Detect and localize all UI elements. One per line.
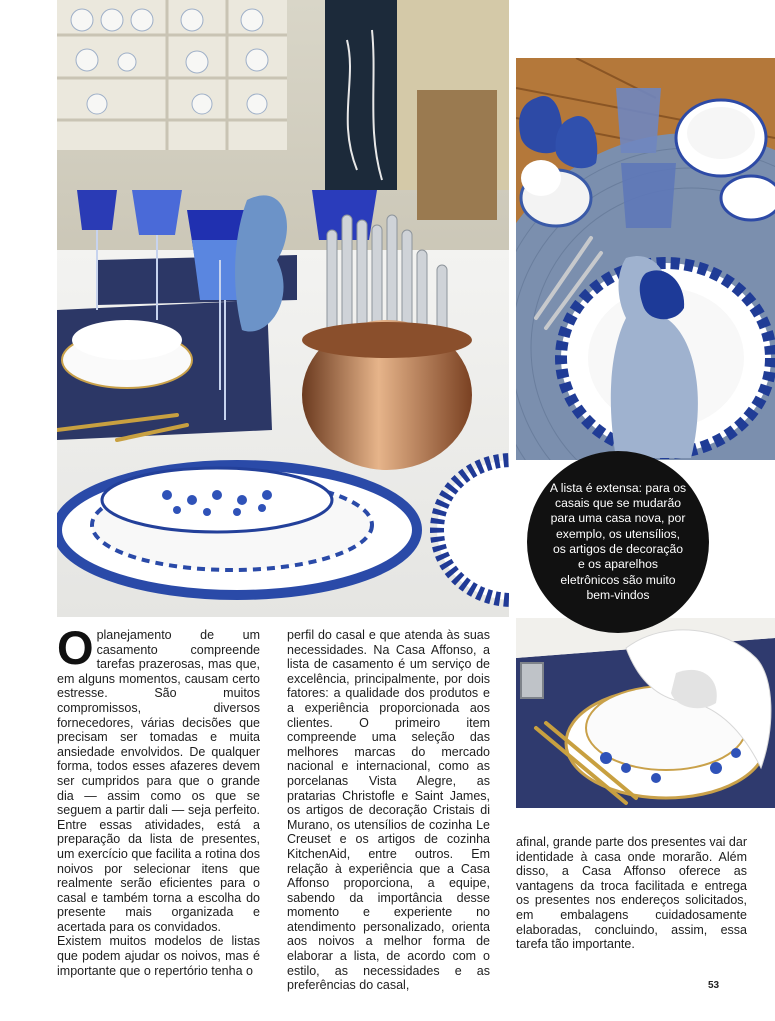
main-photo [57,0,509,617]
article-column-2 [287,628,490,993]
article-column-1 [57,621,260,978]
bottom-right-photo [516,618,775,808]
photo-caption [527,451,709,633]
place-setting-photo-icon [516,618,775,808]
top-right-photo [516,58,775,460]
paragraph-text: planejamento de um casamento compreende tarefas prazerosas, mas que, em alguns momentos, causam certo estresse. São muitos compromissos, diversos fornecedores, várias decisões que precisam ser tomadas e muita ansiedade envolvidos. De qualquer forma, todos esses afazeres devem ser cumpridos para que o grande dia — assim como os que se seguem a partir dali — seja perfeito. Entre essas atividades, está a preparação da lista de presentes, um exercício que facilita a rotina dos noivos por selecionar itens que realmente serão eficientes para o casal e também torna a escolha do presente mais organizada e acertada para os convidados. [57,628,260,934]
article-paragraph: perfil do casal e que atenda às suas necessidades. Na Casa Affonso, a lista de casamento é um serviço de excelência, principalmente, por dois fatores: a qualidade dos produtos e a experiência proporcionada aos clientes. O primeiro item compreende uma seleção das melhores marcas do mercado nacional e internacional, como as porcelanas Vista Alegre, as pratarias Christofle e Saint James, os artigos de decoração Cristais di Murano, os utensílios de cozinha Le Creuset e os artigos de cozinha KitchenAid, entre outros. Em relação à experiência que a Casa Affonso proporciona, a equipe, sabendo da importância desse momento e experiente no atendimento personalizado, orienta aos noivos a melhor forma de elaborar a lista, de acordo com o estilo, as necessidades e as preferências do casal, [287,628,490,993]
caption-text: A lista é extensa: para os casais que se mudarão para uma casa nova, por exemplo, os utensílios, os artigos de decoração e os aparelhos eletrônicos são muito bem-vindos [549,480,687,602]
tableware-photo-icon [57,0,509,617]
page-number: 53 [708,980,720,991]
article-paragraph [57,621,260,934]
table-setting-photo-icon [516,58,775,460]
article-paragraph: afinal, grande parte dos presentes vai dar identidade à casa onde morarão. Além disso, a Casa Affonso oferece as vantagens da troca facilitada e entrega os presentes nos endereços solicitados, em embalagens cuidadosamente elaboradas, concluindo, assim, essa tarefa tão importante. [516,835,747,952]
article-column-3 [516,835,747,952]
article-paragraph: Existem muitos modelos de listas que podem ajudar os noivos, mas é importante que o repertório tenha o [57,934,260,978]
dropcap: O [57,621,94,674]
